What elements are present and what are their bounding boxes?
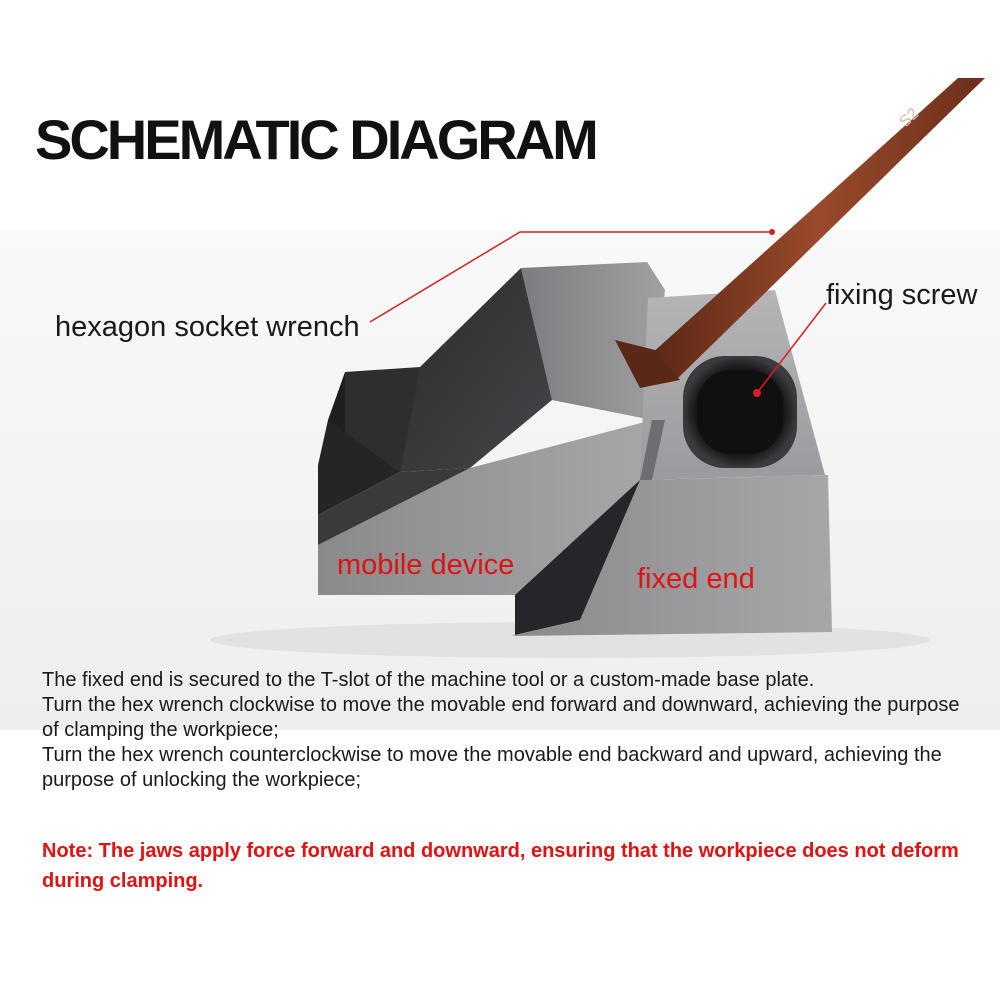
label-fixed-end: fixed end	[637, 563, 755, 595]
label-fixing-screw: fixing screw	[826, 279, 978, 311]
description-line-1: The fixed end is secured to the T-slot of the machine tool or a custom-made base plate.	[42, 669, 815, 691]
screw-leader-dot	[753, 389, 761, 397]
label-hexagon-socket-wrench: hexagon socket wrench	[55, 311, 360, 343]
description-line-3: Turn the hex wrench counterclockwise to move the movable end backward and upward, achieving the purpose of unlocking the workpiece;	[42, 744, 942, 791]
wrench-marking: S2	[896, 105, 923, 131]
description-block	[42, 668, 972, 793]
screw-head	[697, 370, 783, 454]
page-title: SCHEMATIC DIAGRAM	[35, 108, 596, 171]
note-text: Note: The jaws apply force forward and downward, ensuring that the workpiece does not deform during clamping.	[42, 840, 959, 892]
wrench-leader-dot	[769, 229, 775, 235]
label-mobile-device: mobile device	[337, 549, 515, 581]
description-line-2: Turn the hex wrench clockwise to move the movable end forward and downward, achieving the purpose of clamping the workpiece;	[42, 694, 960, 741]
